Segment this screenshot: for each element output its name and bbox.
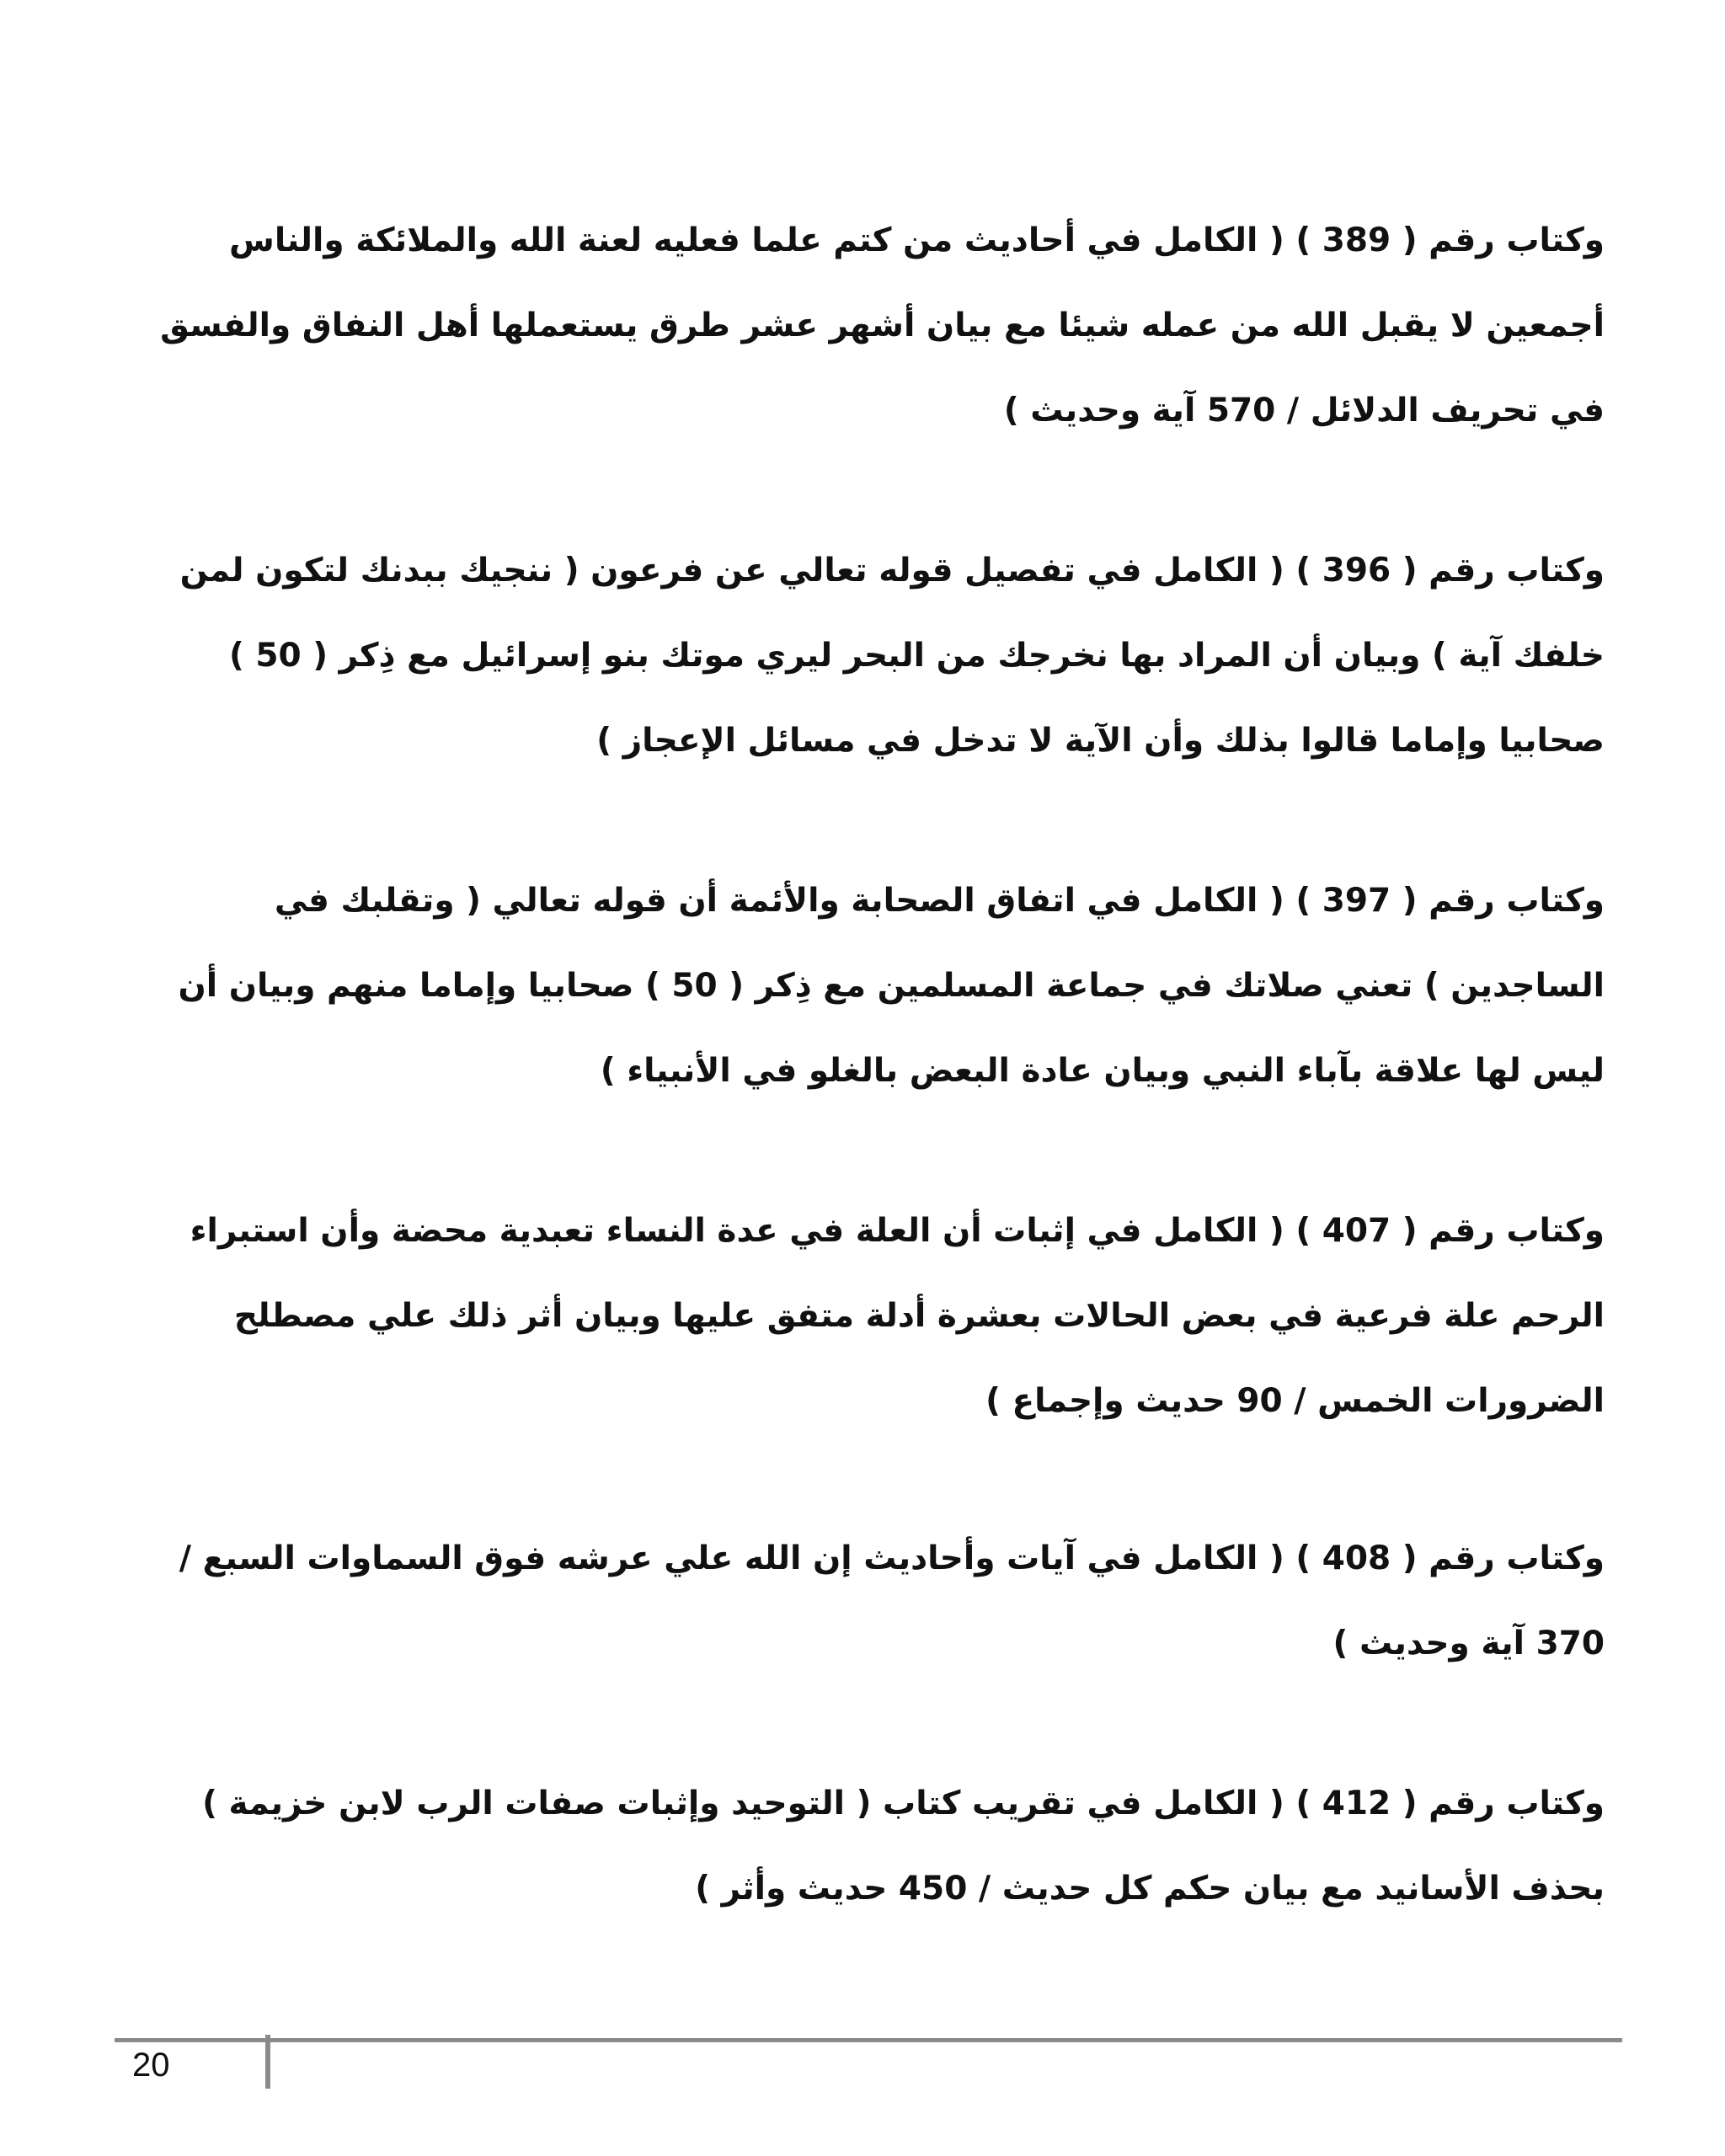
book-entry-412: وكتاب رقم ( 412 ) ( الكامل في تقريب كتاب ( التوحيد وإثبات صفات الرب لابن خزيمة ) بحذف الأسانيد مع بيان حكم كل حديث / 450 حديث وأثر ) bbox=[202, 1785, 1605, 1908]
book-entry-407: وكتاب رقم ( 407 ) ( الكامل في إثبات أن العلة في عدة النساء تعبدية محضة وأن استبراء الرحم علة فرعية في بعض الحالات بعشرة أدلة متفق عليها وبيان أثر ذلك علي مصطلح الضرورات الخمس / 90 حديث وإجماع ) bbox=[190, 1212, 1605, 1420]
book-entries-list bbox=[147, 198, 1605, 2006]
book-entry-408: وكتاب رقم ( 408 ) ( الكامل في آيات وأحاديث إن الله علي عرشه فوق السماوات السبع / 370 آية وحديث ) bbox=[179, 1540, 1605, 1662]
book-entry-396: وكتاب رقم ( 396 ) ( الكامل في تفصيل قوله تعالي عن فرعون ( ننجيك ببدنك لتكون لمن خلفك آية ) وبيان أن المراد بها نخرجك من البحر ليري موتك بنو إسرائيل مع ذِكر ( 50 ) صحابيا وإماما قالوا بذلك وأن الآية لا تدخل في مسائل الإعجاز ) bbox=[179, 552, 1605, 760]
book-entry-389: وكتاب رقم ( 389 ) ( الكامل في أحاديث من كتم علما فعليه لعنة الله والملائكة والناس أجمعين لا يقبل الله من عمله شيئا مع بيان أشهر عشر طرق يستعملها أهل النفاق والفسق في تحريف الدلائل / 570 آية وحديث ) bbox=[160, 221, 1605, 430]
footer-rule bbox=[115, 2038, 1622, 2042]
footer-separator bbox=[265, 2035, 270, 2089]
book-entry-397: وكتاب رقم ( 397 ) ( الكامل في اتفاق الصحابة والأئمة أن قوله تعالي ( وتقلبك في الساجدين ) تعني صلاتك في جماعة المسلمين مع ذِكر ( 50 ) صحابيا وإماما منهم وبيان أن ليس لها علاقة بآباء النبي وبيان عادة البعض بالغلو في الأنبياء ) bbox=[178, 882, 1605, 1090]
page-number: 20 bbox=[132, 2047, 170, 2084]
